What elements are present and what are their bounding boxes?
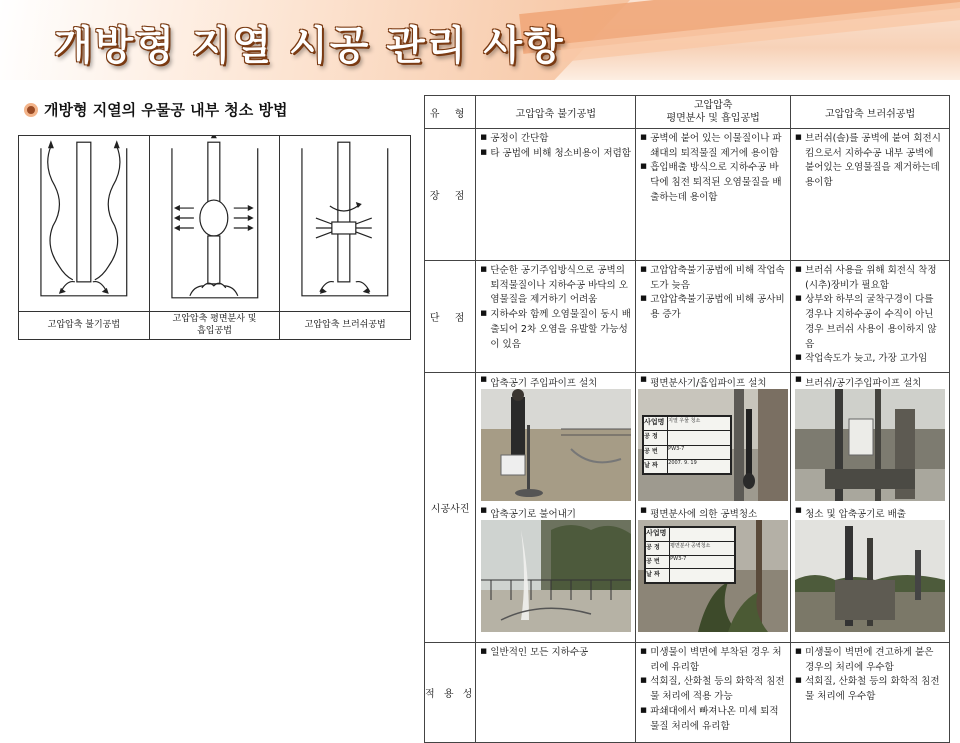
list-item: ■ 석회질, 산화철 등의 화학적 침전물 처리에 우수함 — [795, 675, 945, 704]
section-heading-text: 개방형 지열의 우물공 내부 청소 방법 — [44, 101, 288, 119]
photo-image — [795, 520, 945, 632]
photo-brush-cleaning — [795, 520, 945, 632]
photo-image — [481, 389, 631, 501]
title-banner — [0, 0, 960, 80]
list-item: ■ 미생물이 벽면에 견고하게 붙은 경우의 처리에 우수함 — [795, 646, 945, 675]
sign-label: 공 번 — [646, 556, 670, 569]
list-item: ■ 작업속도가 늦고, 가장 고가임 — [795, 352, 945, 367]
list-item: ■ 브러쉬 사용을 위해 회전식 착정(시추)장비가 필요함 — [795, 264, 945, 293]
photo-pipe-install-blowing — [481, 389, 631, 501]
sign-label: 공 번 — [644, 446, 668, 459]
disadvantages-brush — [791, 261, 950, 373]
site-sign — [642, 415, 732, 475]
list-item: ■ 일반적인 모든 지하수공 — [480, 646, 631, 661]
row-label-applicability: 적 용 성 — [425, 643, 476, 743]
list-item: ■ 고압압축불기공법에 비해 작업속도가 늦음 — [640, 264, 786, 293]
advantages-jet-suction — [636, 129, 791, 261]
diagram-blowing-method — [19, 136, 150, 339]
sign-label: 사업명 — [644, 417, 668, 430]
list-item: ■ 상부와 하부의 굴착구경이 다를 경우나 지하수공이 수직이 아닌 경우 브러쉬 사용이 용이하지 않음 — [795, 293, 945, 352]
table-row-applicability — [425, 643, 950, 743]
list-item: ■ 단순한 공기주입방식으로 공벽의 퇴적물질이나 지하수공 바닥의 오염물질을 제거하기 어려움 — [480, 264, 631, 308]
diagram-jet-suction-method — [150, 136, 281, 339]
sign-value: 지열 우물 청소 — [668, 418, 701, 424]
list-item: ■ 흡입배출 방식으로 지하수공 바닥에 침전 퇴적된 오염물질을 배출하는데 용이함 — [640, 161, 786, 205]
sign-value: PW3-7 — [668, 445, 685, 452]
sign-value: 평면분사 공벽청소 — [670, 542, 711, 549]
list-item: ■ 지하수와 함께 오염물질이 동시 배출되어 2차 오염을 유발할 가능성이 있음 — [480, 308, 631, 352]
disadvantages-jet-suction — [636, 261, 791, 373]
advantages-blowing — [476, 129, 636, 261]
table-row-disadvantages — [425, 261, 950, 373]
photo-caption: ■ 평면분사기/흡입파이프 설치 — [636, 373, 790, 389]
table-row-advantages — [425, 129, 950, 261]
photo-caption: ■ 압축공기로 불어내기 — [476, 504, 635, 520]
diagram-caption-brush: 고압압축 브러쉬공법 — [280, 311, 410, 339]
photo-blowing-out — [481, 520, 631, 632]
advantages-brush — [791, 129, 950, 261]
section-heading — [24, 99, 287, 120]
sign-value: 2007. 9. 19 — [668, 459, 697, 466]
photo-caption: ■ 브러쉬/공기주입파이프 설치 — [791, 373, 949, 389]
header-jet-suction: 고압압축 평면분사 및 흡입공법 — [636, 96, 791, 129]
photo-image — [795, 389, 945, 501]
diagram-caption-jet-suction: 고압압축 평면분사 및 흡입공법 — [150, 311, 280, 339]
comparison-table — [424, 95, 950, 743]
applicability-jet-suction — [636, 643, 791, 743]
blowing-method-drawing — [19, 136, 149, 312]
table-header-row — [425, 96, 950, 129]
applicability-brush — [791, 643, 950, 743]
header-blowing: 고압압축 불기공법 — [476, 96, 636, 129]
bullet-icon — [24, 103, 38, 117]
applicability-blowing — [476, 643, 636, 743]
sign-label: 날 짜 — [646, 569, 670, 582]
photo-caption: ■ 평면분사에 의한 공벽청소 — [636, 504, 790, 520]
diagram-caption-blowing: 고압압축 불기공법 — [19, 311, 149, 339]
row-label-advantages: 장 점 — [425, 129, 476, 261]
diagram-brush-method — [280, 136, 410, 339]
photos-jet-suction — [636, 373, 791, 643]
jet-suction-drawing — [150, 136, 280, 312]
photo-jet-cleaning — [638, 520, 788, 632]
photo-caption: ■ 청소 및 압축공기로 배출 — [791, 504, 949, 520]
list-item: ■ 파쇄대에서 빠져나온 미세 퇴적물질 처리에 유리함 — [640, 705, 786, 734]
list-item: ■ 공벽에 붙어 있는 이물질이나 파쇄대의 퇴적물질 제거에 용이함 — [640, 132, 786, 161]
header-type: 유 형 — [425, 96, 476, 129]
photo-image — [481, 520, 631, 632]
list-item: ■ 미생물이 벽면에 부착된 경우 처리에 유리함 — [640, 646, 786, 675]
photo-brush-install — [795, 389, 945, 501]
disadvantages-blowing — [476, 261, 636, 373]
photo-caption: ■ 압축공기 주입파이프 설치 — [476, 373, 635, 389]
photos-brush — [791, 373, 950, 643]
site-sign — [644, 526, 736, 584]
sign-label: 공 정 — [644, 431, 668, 444]
row-label-photos: 시공사진 — [425, 373, 476, 643]
list-item: ■ 고압압축불기공법에 비해 공사비용 증가 — [640, 293, 786, 322]
list-item: ■ 타 공법에 비해 청소비용이 저렴함 — [480, 147, 631, 162]
sign-label: 사업명 — [646, 528, 670, 541]
sign-label: 공 정 — [646, 542, 670, 555]
sign-value: PW3-7 — [670, 555, 687, 562]
photos-blowing — [476, 373, 636, 643]
brush-method-drawing — [280, 136, 410, 312]
page-title: 개방형 지열 시공 관리 사항 — [54, 23, 565, 69]
table-row-photos — [425, 373, 950, 643]
photo-jet-install — [638, 389, 788, 501]
list-item: ■ 브러쉬(솔)를 공벽에 붙여 회전시킴으로서 지하수공 내부 공벽에 붙어있는 오염물질을 제거하는데 용이함 — [795, 132, 945, 191]
row-label-disadvantages: 단 점 — [425, 261, 476, 373]
list-item: ■ 공정이 간단함 — [480, 132, 631, 147]
header-brush: 고압압축 브러쉬공법 — [791, 96, 950, 129]
sign-label: 날 짜 — [644, 460, 668, 473]
list-item: ■ 석회질, 산화철 등의 화학적 침전물 처리에 적용 가능 — [640, 675, 786, 704]
cleaning-methods-diagram — [18, 135, 411, 340]
